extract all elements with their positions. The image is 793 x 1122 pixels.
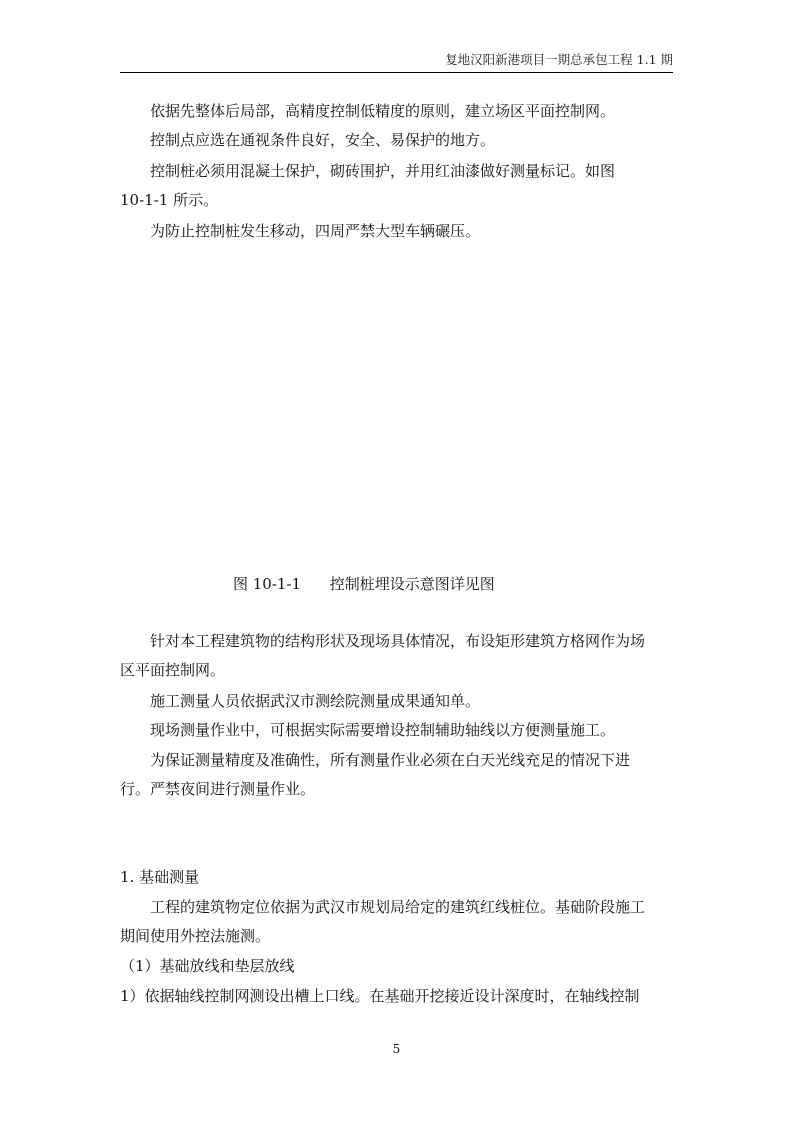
paragraph-control-pile-protection-cont: 10-1-1 所示。 xyxy=(120,191,219,209)
figure-caption-title: 控制桩埋设示意图详见图 xyxy=(329,575,495,593)
paragraph-building-positioning: 工程的建筑物定位依据为武汉市规划局给定的建筑红线桩位。基础阶段施工 xyxy=(150,898,646,916)
paragraph-survey-notice: 施工测量人员依据武汉市测绘院测量成果通知单。 xyxy=(150,692,481,710)
figure-caption xyxy=(233,571,495,597)
subheading-foundation-layout: （1）基础放线和垫层放线 xyxy=(120,957,295,975)
paragraph-grid-network-cont: 区平面控制网。 xyxy=(120,661,226,679)
paragraph-daylight-only: 为保证测量精度及准确性，所有测量作业必须在白天光线充足的情况下进 xyxy=(150,751,631,769)
section-heading-foundation: 1. 基础测量 xyxy=(120,868,200,886)
figure-placeholder xyxy=(120,250,673,550)
page-number: 5 xyxy=(392,1042,401,1056)
paragraph-building-positioning-cont: 期间使用外控法施测。 xyxy=(120,927,271,945)
paragraph-no-heavy-vehicles: 为防止控制桩发生移动，四周严禁大型车辆碾压。 xyxy=(150,222,481,240)
figure-caption-number: 图 10-1-1 xyxy=(233,575,302,593)
paragraph-grid-network: 针对本工程建筑物的结构形状及现场具体情况，布设矩形建筑方格网作为场 xyxy=(150,632,646,650)
list-item-1: 1）依据轴线控制网测设出槽上口线。在基础开挖接近设计深度时，在轴线控制 xyxy=(120,987,640,1005)
page-header xyxy=(120,52,673,73)
paragraph-control-pile-protection: 控制桩必须用混凝土保护，砌砖围护，并用红油漆做好测量标记。如图 xyxy=(150,162,616,180)
paragraph-control-point-location: 控制点应选在通视条件良好，安全、易保护的地方。 xyxy=(150,131,496,149)
paragraph-control-principle: 依据先整体后局部，高精度控制低精度的原则，建立场区平面控制网。 xyxy=(150,102,616,120)
paragraph-daylight-only-cont: 行。严禁夜间进行测量作业。 xyxy=(120,780,316,798)
paragraph-auxiliary-axes: 现场测量作业中，可根据实际需要增设控制辅助轴线以方便测量施工。 xyxy=(150,721,616,739)
header-title: 复地汉阳新港项目一期总承包工程 1.1 期 xyxy=(445,52,673,67)
